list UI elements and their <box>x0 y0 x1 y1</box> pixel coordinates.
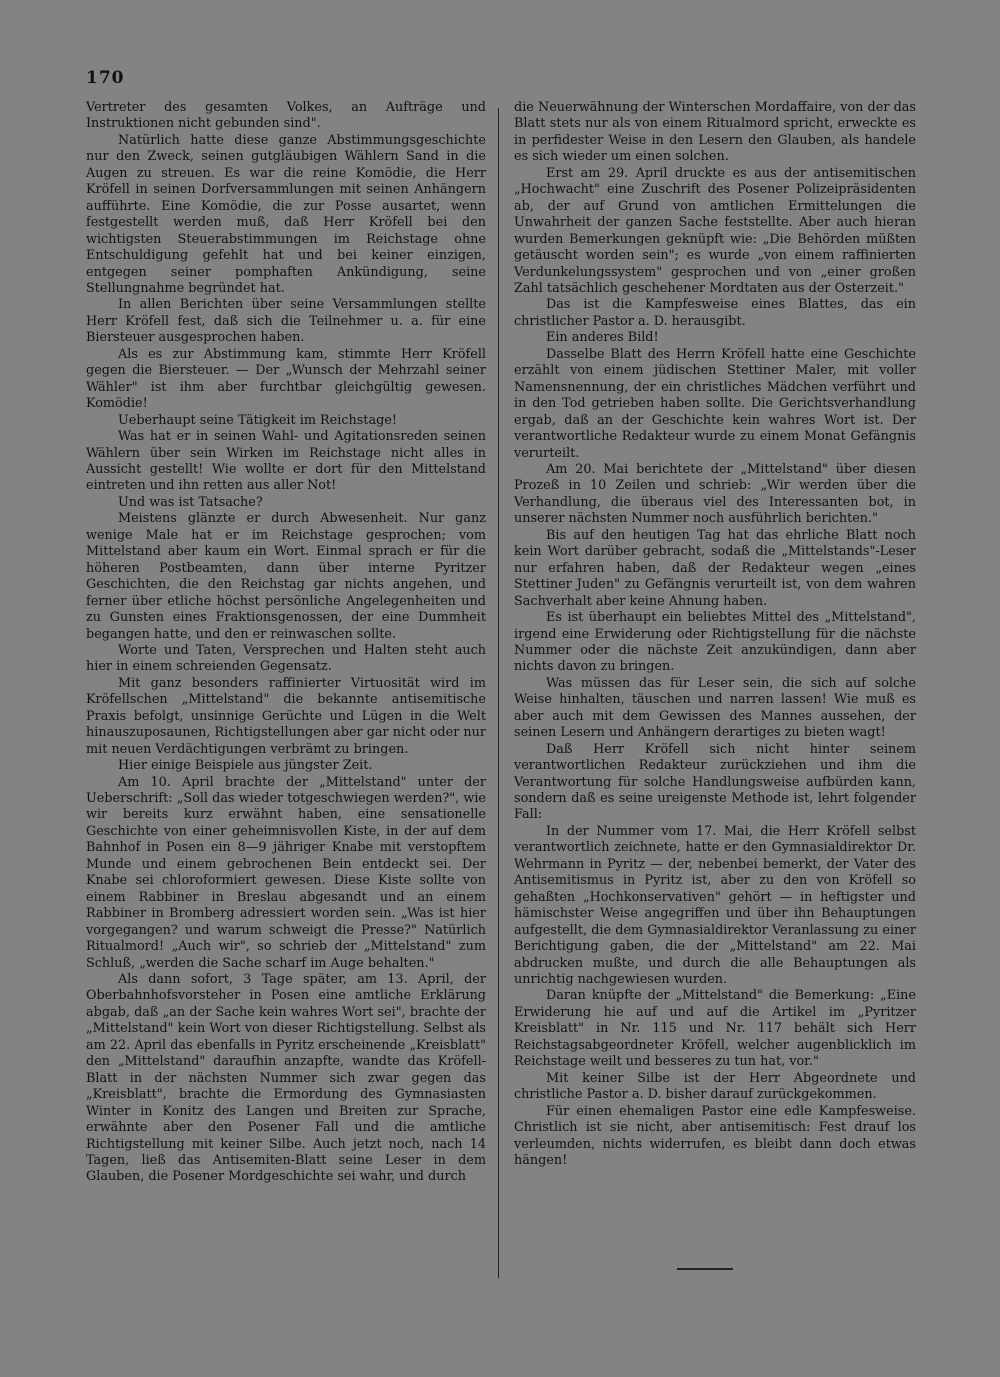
end-rule <box>677 1268 733 1270</box>
paragraph: Als dann sofort, 3 Tage später, am 13. April, der Oberbahnhofsvorsteher in Posen eine amtliche Erklärung abgab, daß „an der Sache kein wahres Wort sei", brachte der „Mittelstand" kein Wort von dieser Richtigstellung. Selbst als am 22. April das ebenfalls in Pyritz erscheinende „Kreisblatt" den „Mittelstand" daraufhin anzapfte, wandte das Kröfell-Blatt in der nächsten Nummer sich zwar gegen das „Kreisblatt", brachte die Ermordung des Gymnasiasten Winter in Konitz des Langen und Breiten zur Sprache, erwähnte aber den Posener Fall und die amtliche Richtigstellung mit keiner Silbe. Auch jetzt noch, nach 14 Tagen, ließ das Antisemiten-Blatt seine Leser in dem Glauben, die Posener Mordgeschichte sei wahr, und durch <box>86 972 486 1185</box>
right-column <box>514 100 916 1169</box>
paragraph: Worte und Taten, Versprechen und Halten steht auch hier in einem schreienden Gegensatz. <box>86 642 486 675</box>
paragraph: Das ist die Kampfesweise eines Blattes, das ein christlicher Pastor a. D. herausgibt. <box>514 297 916 329</box>
paragraph: Bis auf den heutigen Tag hat das ehrliche Blatt noch kein Wort darüber gebracht, sodaß die „Mittelstands"-Leser nur erfahren haben, daß der Redakteur wegen „eines Stettiner Juden" zu Gefängnis verurteilt ist, von dem wahren Sachverhalt aber keine Ahnung haben. <box>514 527 916 609</box>
paragraph: Am 20. Mai berichtete der „Mittelstand" über diesen Prozeß in 10 Zeilen und schrieb: „Wir werden über die Verhandlung, die überaus viel des Interessanten bot, in unserer nächsten Nummer noch ausführlich berichten." <box>514 461 916 527</box>
paragraph: Hier einige Beispiele aus jüngster Zeit. <box>118 758 373 774</box>
paragraph: Was müssen das für Leser sein, die sich auf solche Weise hinhalten, täuschen und narren lassen! Wie muß es aber auch mit dem Gewissen des Mannes aussehen, der seinen Lesern und Anhängern derartiges zu bieten wagt! <box>514 675 916 741</box>
paragraph: Daß Herr Kröfell sich nicht hinter seinem verantwortlichen Redakteur zurückziehen und ihm die Verantwortung für solche Handlungsweise aufbürden kann, sondern daß es seine ureigenste Methode ist, lehrt folgender Fall: <box>514 741 916 823</box>
paragraph: In allen Berichten über seine Versammlungen stellte Herr Kröfell fest, daß sich die Teilnehmer u. a. für eine Biersteuer ausgesprochen haben. <box>86 297 486 346</box>
left-column <box>86 100 486 1186</box>
paragraph: In der Nummer vom 17. Mai, die Herr Kröfell selbst verantwortlich zeichnete, hatte er den Gymnasialdirektor Dr. Wehrmann in Pyritz — der, nebenbei bemerkt, der Vater des Antisemitismus in Pyritz ist, aber zu den von Kröfell so gehaßten „Hochkonservativen" gehört — in heftigster und hämischster Weise angegriffen und über ihn Behauptungen aufgestellt, die dem Gymnasialdirektor Veranlassung zu einer Berichtigung gaben, die der „Mittelstand" am 22. Mai abdrucken mußte, und durch die alle Behauptungen als unrichtig nachgewiesen wurden. <box>514 823 916 988</box>
paragraph: Was hat er in seinen Wahl- und Agitationsreden seinen Wählern über sein Wirken im Reichstage nicht alles in Aussicht gestellt! Wie wollte er dort für den Mittelstand eintreten und ihn retten aus aller Not! <box>86 429 486 494</box>
paragraph: Und was ist Tatsache? <box>118 494 263 510</box>
column-divider <box>498 108 499 1278</box>
paragraph: Mit keiner Silbe ist der Herr Abgeordnete und christliche Pastor a. D. bisher darauf zurückgekommen. <box>514 1070 916 1103</box>
paragraph: Es ist überhaupt ein beliebtes Mittel des „Mittelstand", irgend eine Erwiderung oder Richtigstellung für die nächste Nummer oder die nächste Zeit anzukündigen, dann aber nichts davon zu bringen. <box>514 610 916 675</box>
paragraph: Für einen ehemaligen Pastor eine edle Kampfesweise. Christlich ist sie nicht, aber antisemitisch: Fest drauf los verleumden, nichts widerrufen, es bleibt dann doch etwas hängen! <box>514 1103 916 1168</box>
paragraph: Vertreter des gesamten Volkes, an Aufträge und Instruktionen nicht gebunden sind". <box>86 100 486 132</box>
paragraph: Natürlich hatte diese ganze Abstimmungsgeschichte nur den Zweck, seinen gutgläubigen Wählern Sand in die Augen zu streuen. Es war die reine Komödie, die Herr Kröfell in seinen Dorfversammlungen mit seinen Anhängern aufführte. Eine Komödie, die zur Posse ausartet, wenn festgestellt werden muß, daß Herr Kröfell bei den wichtigsten Steuerabstimmungen im Reichstage ohne Entschuldigung gefehlt hat und bei keiner einzigen, entgegen seiner pomphaften Ankündigung, seine Stellungnahme begründet hat. <box>86 132 486 296</box>
paragraph: Daran knüpfte der „Mittelstand" die Bemerkung: „Eine Erwiderung hie auf und auf die Artikel im „Pyritzer Kreisblatt" in Nr. 115 und Nr. 117 behält sich Herr Reichstagsabgeordneter Kröfell, welcher augenblicklich im Reichstage weilt und besseres zu tun hat, vor." <box>514 988 916 1070</box>
paragraph: Als es zur Abstimmung kam, stimmte Herr Kröfell gegen die Biersteuer. — Der „Wunsch der Mehrzahl seiner Wähler" ist ihm aber furchtbar gleichgültig gewesen. Komödie! <box>86 346 486 412</box>
paragraph: die Neuerwähnung der Winterschen Mordaffaire, von der das Blatt stets nur als von einem Ritualmord spricht, erweckte es in perfidester Weise in den Lesern den Glauben, als handele es sich wieder um einen solchen. <box>514 100 916 165</box>
page-number: 170 <box>86 68 125 88</box>
paragraph: Dasselbe Blatt des Herrn Kröfell hatte eine Geschichte erzählt von einem jüdischen Stettiner Maler, mit voller Namensnennung, der ein christliches Mädchen verführt und in den Tod getrieben haben sollte. Die Gerichtsverhandlung ergab, daß an der Geschichte kein wahres Wort ist. Der verantwortliche Redakteur wurde zu einem Monat Gefängnis verurteilt. <box>514 346 916 461</box>
paragraph: Ein anderes Bild! <box>546 330 659 346</box>
paragraph: Erst am 29. April druckte es aus der antisemitischen „Hochwacht" eine Zuschrift des Posener Polizeipräsidenten ab, der auf Grund von amtlichen Ermittelungen die Unwahrheit der ganzen Sache feststellte. Aber auch hieran wurden Bemerkungen geknüpft wie: „Die Behörden müßten getäuscht worden sein"; es wurde „von einem raffinierten Verdunkelungssystem" gesprochen und von „einer großen Zahl tatsächlich geschehener Mordtaten aus der Osterzeit." <box>514 165 916 296</box>
paragraph: Mit ganz besonders raffinierter Virtuosität wird im Kröfellschen „Mittelstand" die bekannte antisemitische Praxis befolgt, unsinnige Gerüchte und Lügen in die Welt hinauszuposaunen, Richtigstellungen aber gar nicht oder nur mit neuen Verdächtigungen verbrämt zu bringen. <box>86 675 486 757</box>
paragraph: Ueberhaupt seine Tätigkeit im Reichstage! <box>118 412 397 428</box>
paragraph: Meistens glänzte er durch Abwesenheit. Nur ganz wenige Male hat er im Reichstage gesprochen; vom Mittelstand aber kaum ein Wort. Einmal sprach er für die höheren Postbeamten, dann über interne Pyritzer Geschichten, die den Reichstag gar nichts angehen, und ferner über etliche höchst persönliche Angelegenheiten und zu Gunsten eines Fraktionsgenossen, der eine Dummheit begangen hatte, und den er reinwaschen sollte. <box>86 511 486 642</box>
paragraph: Am 10. April brachte der „Mittelstand" unter der Ueberschrift: „Soll das wieder totgeschwiegen werden?", wie wir bereits kurz erwähnt haben, eine sensationelle Geschichte von einer geheimnisvollen Kiste, in der auf dem Bahnhof in Posen ein 8—9 jähriger Knabe mit verstopftem Munde und einem gebrochenen Bein entdeckt sei. Der Knabe sei chloroformiert gewesen. Diese Kiste sollte von einem Rabbiner in Breslau abgesandt und an einem Rabbiner in Bromberg adressiert worden sein. „Was ist hier vorgegangen? und warum schweigt die Presse?" Natürlich Ritualmord! „Auch wir", so schrieb der „Mittelstand" zum Schluß, „werden die Sache scharf im Auge behalten." <box>86 774 486 971</box>
